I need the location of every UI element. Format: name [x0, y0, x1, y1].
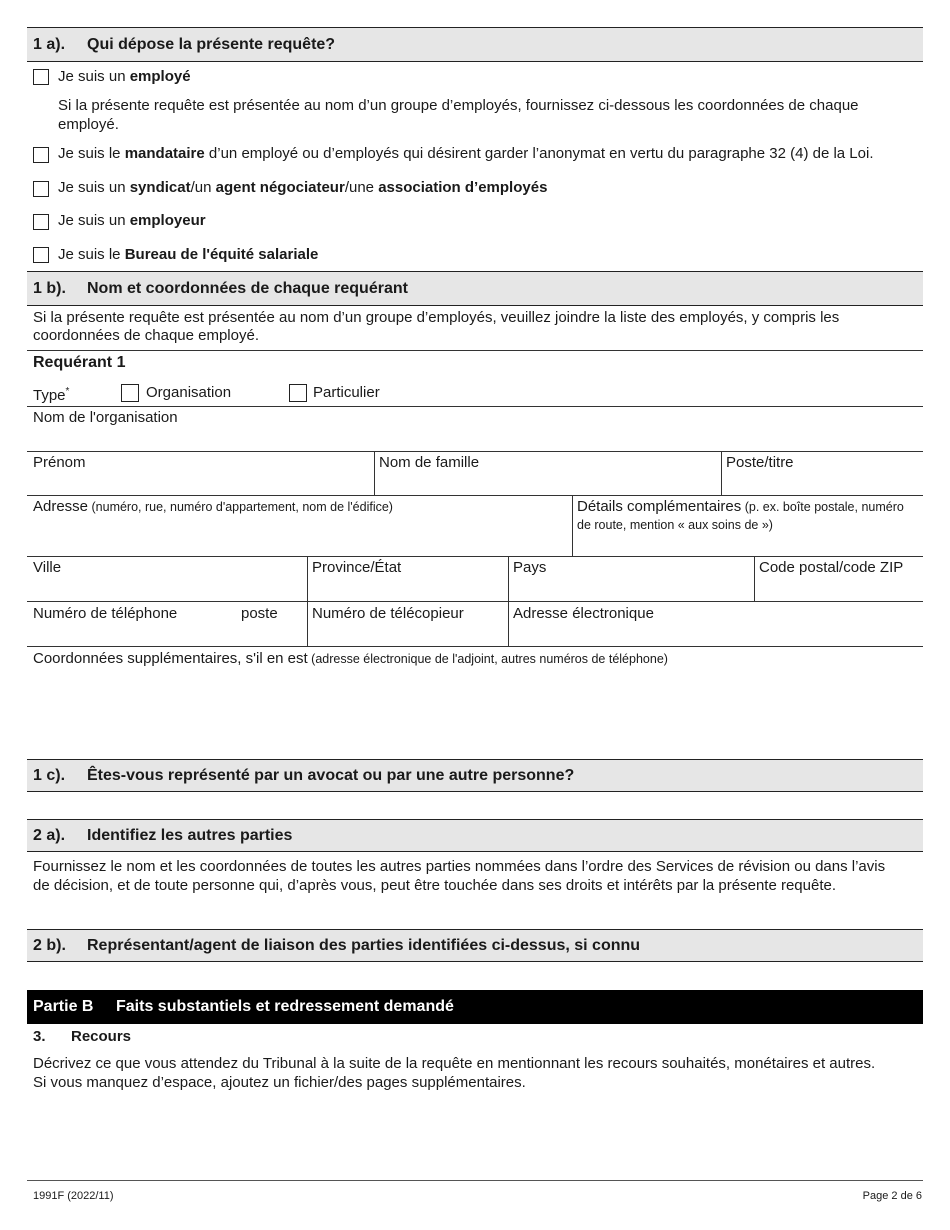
employee-group-note-line2: employé. — [58, 116, 119, 133]
section-2a-number: 2 a). — [33, 827, 66, 844]
section-1b-note-line2: coordonnées de chaque employé. — [33, 327, 259, 344]
province-label: Province/État — [312, 559, 402, 576]
telephone-label: Numéro de téléphone — [33, 605, 178, 622]
divider — [721, 451, 722, 495]
page-number: Page 2 de 6 — [862, 1190, 922, 1202]
option-syndicat-label: Je suis un syndicat/un agent négociateur/une association d’employés — [58, 179, 548, 196]
divider — [27, 406, 923, 407]
divider — [27, 451, 923, 452]
section-2b-header[interactable] — [27, 929, 923, 962]
courriel-input[interactable] — [513, 624, 917, 646]
type-particulier-label: Particulier — [313, 384, 380, 401]
courriel-label: Adresse électronique — [513, 605, 654, 622]
recours-note-line2: Si vous manquez d’espace, ajoutez un fichier/des pages supplémentaires. — [33, 1074, 526, 1091]
coord-supp-label: Coordonnées supplémentaires, s'il en est (adresse électronique de l'adjoint, autres numéros de téléphone) — [33, 650, 668, 667]
divider — [27, 601, 923, 602]
section-1b-note-line1: Si la présente requête est présentée au nom d’un groupe d’employés, veuillez joindre la liste des employés, y compris les — [33, 309, 840, 326]
divider — [572, 495, 573, 556]
option-employe-label: Je suis un employé — [58, 68, 191, 85]
poste-ext-label: poste — [241, 605, 278, 622]
section-2a-title: Identifiez les autres parties — [87, 827, 293, 844]
section-1a-header — [27, 27, 923, 62]
section-1b-number: 1 b). — [33, 280, 66, 297]
details-hint-line2: de route, mention « aux soins de ») — [577, 518, 773, 532]
section-2a-note-line1: Fournissez le nom et les coordonnées de toutes les autres parties nommées dans l’ordre des Services de révision ou dans l’avis — [33, 858, 886, 875]
ville-input[interactable] — [33, 578, 302, 600]
adresse-label: Adresse (numéro, rue, numéro d'appartement, nom de l'édifice) — [33, 498, 393, 515]
poste-titre-label: Poste/titre — [726, 454, 794, 471]
telecopieur-input[interactable] — [312, 624, 506, 646]
nom-famille-label: Nom de famille — [379, 454, 480, 471]
part-b-title: Faits substantiels et redressement demandé — [116, 998, 454, 1015]
type-label: Type* — [33, 386, 70, 404]
section-2a-note-line2: de décision, et de toute personne qui, d’après vous, peut être touchée dans ses droits et intérêts par la présente requête. — [33, 877, 837, 894]
divider — [27, 495, 923, 496]
checkbox-employeur[interactable] — [33, 214, 49, 230]
divider — [27, 350, 923, 351]
divider — [27, 556, 923, 557]
telephone-input[interactable] — [33, 624, 232, 646]
poste-titre-input[interactable] — [726, 473, 920, 495]
details-label: Détails complémentaires (p. ex. boîte postale, numéro — [577, 498, 904, 515]
option-mandataire-label: Je suis le mandataire d’un employé ou d’employés qui désirent garder l’anonymat en vertu du paragraphe 32 (4) de la Loi. — [58, 145, 874, 162]
part-b-label: Partie B — [33, 998, 94, 1015]
requerant-heading: Requérant 1 — [33, 354, 126, 371]
option-employeur-label: Je suis un employeur — [58, 212, 206, 229]
section-1c-number: 1 c). — [33, 767, 66, 784]
divider — [374, 451, 375, 495]
prenom-label: Prénom — [33, 454, 86, 471]
type-organisation-label: Organisation — [146, 384, 232, 401]
section-1b-title: Nom et coordonnées de chaque requérant — [87, 280, 408, 297]
pays-input[interactable] — [513, 578, 747, 600]
coord-supp-input[interactable] — [33, 672, 917, 756]
part-b-header — [27, 990, 923, 1024]
recours-title: Recours — [71, 1028, 132, 1045]
checkbox-type-organisation[interactable] — [121, 384, 139, 402]
code-postal-input[interactable] — [759, 578, 923, 600]
code-postal-label: Code postal/code ZIP — [759, 559, 904, 576]
checkbox-bureau-equite[interactable] — [33, 247, 49, 263]
section-2b-title: Représentant/agent de liaison des parties identifiées ci-dessus, si connu — [87, 937, 641, 954]
section-1c-header[interactable] — [27, 759, 923, 792]
divider — [27, 646, 923, 647]
details-input[interactable] — [577, 534, 921, 554]
ville-label: Ville — [33, 559, 62, 576]
footer-divider — [27, 1180, 923, 1181]
section-1b-header — [27, 271, 923, 306]
nom-famille-input[interactable] — [379, 473, 713, 495]
section-2a-header — [27, 819, 923, 852]
section-1a-title: Qui dépose la présente requête? — [87, 36, 336, 53]
divider — [754, 556, 755, 601]
recours-note-line1: Décrivez ce que vous attendez du Tribunal à la suite de la requête en mentionnant les recours souhaités, monétaires et autres. — [33, 1055, 876, 1072]
employee-group-note-line1: Si la présente requête est présentée au nom d’un groupe d’employés, fournissez ci-dessous les coordonnées de chaque — [58, 97, 859, 114]
checkbox-mandataire[interactable] — [33, 147, 49, 163]
province-input[interactable] — [312, 578, 506, 600]
poste-ext-input[interactable] — [241, 624, 305, 646]
checkbox-employe[interactable] — [33, 69, 49, 85]
form-code: 1991F (2022/11) — [33, 1190, 114, 1202]
section-1c-title: Êtes-vous représenté par un avocat ou par une autre personne? — [87, 767, 575, 784]
org-name-label: Nom de l'organisation — [33, 409, 178, 426]
option-bureau-equite-label: Je suis le Bureau de l'équité salariale — [58, 246, 319, 263]
pays-label: Pays — [513, 559, 547, 576]
adresse-input[interactable] — [33, 525, 567, 551]
recours-input[interactable] — [33, 1098, 917, 1172]
checkbox-syndicat[interactable] — [33, 181, 49, 197]
telecopieur-label: Numéro de télécopieur — [312, 605, 464, 622]
section-1a-number: 1 a). — [33, 36, 66, 53]
prenom-input[interactable] — [33, 473, 367, 495]
org-name-input[interactable] — [33, 428, 917, 450]
section-2b-number: 2 b). — [33, 937, 66, 954]
checkbox-type-particulier[interactable] — [289, 384, 307, 402]
recours-number: 3. — [33, 1028, 46, 1045]
